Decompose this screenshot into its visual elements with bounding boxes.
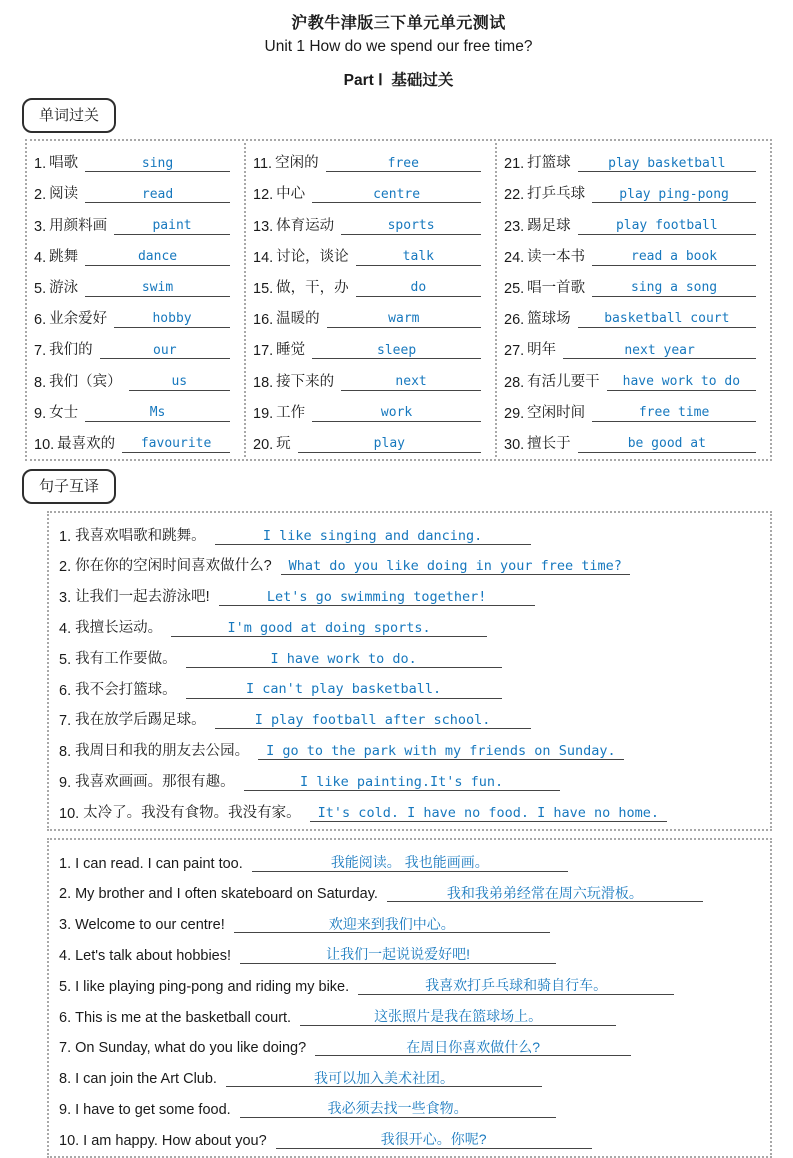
word-chinese: 篮球场 <box>527 311 571 328</box>
sentence-item <box>59 905 760 936</box>
sentence-prompt: My brother and I often skateboard on Saturday. <box>75 886 378 903</box>
word-answer-blank <box>592 281 756 297</box>
sentence-number: 7. <box>59 1040 72 1057</box>
sentence-answer-blank <box>240 1101 556 1118</box>
sentence-item <box>59 517 760 548</box>
sentence-answer-blank <box>215 713 531 729</box>
word-number: 16. <box>253 312 274 329</box>
sentence-number: 9. <box>59 775 72 792</box>
page-title: 沪教牛津版三下单元单元测试 <box>291 15 506 32</box>
sentence-answer: I go to the park with my friends on Sunday. <box>266 743 616 760</box>
word-chinese: 游泳 <box>49 279 79 296</box>
word-item <box>253 269 495 300</box>
word-number: 23. <box>504 218 525 235</box>
word-answer-blank <box>298 437 481 453</box>
word-chinese: 擅长于 <box>527 435 571 452</box>
word-answer: next <box>395 373 427 389</box>
sentences-section-label <box>22 469 116 504</box>
word-answer: talk <box>402 249 434 265</box>
word-item <box>253 362 495 393</box>
sentence-number: 5. <box>59 651 72 668</box>
words-section-label <box>22 98 116 133</box>
word-item <box>253 175 495 206</box>
word-chinese: 玩 <box>276 435 291 452</box>
sentence-item <box>59 702 760 733</box>
sentence-answer: I have work to do. <box>270 650 417 667</box>
word-item <box>504 300 770 331</box>
word-number: 1. <box>34 156 47 173</box>
word-answer-blank <box>592 188 756 204</box>
sentence-prompt: 我不会打篮球。 <box>75 681 177 698</box>
sentences-section-label-text: 句子互译 <box>39 477 100 495</box>
word-chinese: 唱一首歌 <box>527 279 586 296</box>
word-number: 13. <box>253 218 274 235</box>
sentence-number: 3. <box>59 590 72 607</box>
sentence-answer-blank <box>215 529 531 545</box>
word-chinese: 女士 <box>49 404 79 421</box>
word-answer-blank <box>100 344 230 360</box>
word-answer-blank <box>114 219 230 235</box>
sentence-prompt: I have to get some food. <box>75 1102 231 1119</box>
sentence-item <box>59 998 760 1029</box>
word-column <box>27 143 244 457</box>
word-answer: be good at <box>627 436 706 452</box>
word-item <box>504 362 770 393</box>
word-answer-blank <box>85 250 230 266</box>
en-to-cn-translation-box <box>47 838 772 1158</box>
word-number: 21. <box>504 156 525 173</box>
sentence-item <box>59 794 760 825</box>
word-answer: do <box>410 280 427 296</box>
word-item <box>34 206 244 237</box>
sentence-item <box>59 609 760 640</box>
sentence-prompt: 我周日和我的朋友去公园。 <box>75 743 250 760</box>
page-subtitle: Unit 1 How do we spend our free time? <box>264 38 533 55</box>
sentence-answer-blank <box>300 1009 616 1026</box>
sentence-item <box>59 1059 760 1090</box>
word-answer: sing a song <box>631 280 718 296</box>
word-answer: sports <box>387 217 435 233</box>
word-item <box>504 331 770 362</box>
sentence-number: 1. <box>59 855 72 872</box>
word-chinese: 有活儿要干 <box>527 373 600 390</box>
word-chinese: 踢足球 <box>527 217 571 234</box>
word-answer: hobby <box>152 311 192 327</box>
word-answer-blank <box>85 188 230 204</box>
sentence-prompt: Welcome to our centre! <box>75 917 225 934</box>
word-chinese: 温暖的 <box>276 311 320 328</box>
sentence-number: 2. <box>59 559 72 576</box>
word-chinese: 读一本书 <box>527 248 586 265</box>
sentence-item <box>59 548 760 579</box>
word-chinese: 空闲的 <box>275 155 319 172</box>
word-answer: centre <box>373 186 421 202</box>
word-item <box>253 144 495 175</box>
word-number: 29. <box>504 405 525 422</box>
sentence-answer-blank <box>358 978 674 995</box>
sentence-prompt: 我喜欢画画。那很有趣。 <box>75 774 235 791</box>
word-item <box>253 425 495 456</box>
sentence-prompt: I like playing ping-pong and riding my bike. <box>75 978 350 995</box>
word-number: 9. <box>34 405 47 422</box>
word-column <box>244 143 495 457</box>
sentence-answer-blank <box>244 775 560 791</box>
word-item <box>253 331 495 362</box>
sentence-prompt: 我在放学后踢足球。 <box>75 712 206 729</box>
word-answer: favourite <box>140 436 212 452</box>
sentence-answer: It's cold. I have no food. I have no home. <box>317 804 660 821</box>
sentence-prompt: I can read. I can paint too. <box>75 855 243 872</box>
word-item <box>504 144 770 175</box>
word-answer-blank <box>85 157 230 173</box>
sentence-number: 2. <box>59 886 72 903</box>
word-item <box>504 206 770 237</box>
sentence-prompt: 我喜欢唱歌和跳舞。 <box>75 527 206 544</box>
word-answer: next year <box>624 342 695 358</box>
sentence-answer: I can't play basketball. <box>246 681 442 698</box>
word-item <box>253 394 495 425</box>
word-answer-blank <box>578 219 756 235</box>
word-answer-blank <box>326 157 481 173</box>
sentence-answer-blank <box>276 1132 592 1149</box>
word-answer: warm <box>388 311 420 327</box>
word-answer: read <box>141 186 174 202</box>
word-answer: basketball court <box>604 311 730 327</box>
word-number: 10. <box>34 436 55 453</box>
sentence-prompt: On Sunday, what do you like doing? <box>75 1040 307 1057</box>
sentence-item <box>59 967 760 998</box>
sentence-answer: 让我们一起说说爱好吧! <box>326 946 470 963</box>
word-number: 14. <box>253 249 274 266</box>
word-answer-blank <box>578 312 756 328</box>
sentence-answer: 在周日你喜欢做什么? <box>406 1038 541 1055</box>
sentence-prompt: Let's talk about hobbies! <box>75 948 232 965</box>
word-answer: us <box>171 373 188 389</box>
word-chinese: 我们（宾） <box>49 373 122 390</box>
word-number: 5. <box>34 280 47 297</box>
word-number: 11. <box>253 156 273 173</box>
word-number: 24. <box>504 249 525 266</box>
sentence-item <box>59 1029 760 1060</box>
sentence-answer-blank <box>240 947 556 964</box>
sentence-prompt: 我有工作要做。 <box>75 650 177 667</box>
word-answer-blank <box>85 406 230 422</box>
word-answer: free time <box>638 405 710 421</box>
sentence-answer-blank <box>281 559 630 575</box>
word-item <box>34 362 244 393</box>
words-section-label-text: 单词过关 <box>39 107 100 124</box>
word-number: 8. <box>34 374 47 391</box>
sentence-number: 3. <box>59 917 72 934</box>
sentence-item <box>59 732 760 763</box>
word-answer: read a book <box>631 249 718 265</box>
word-answer-blank <box>356 281 481 297</box>
word-item <box>253 238 495 269</box>
word-item <box>253 300 495 331</box>
sentence-number: 6. <box>59 1009 72 1026</box>
sentence-item <box>59 763 760 794</box>
word-item <box>34 331 244 362</box>
sentence-number: 6. <box>59 682 72 699</box>
sentence-answer-blank <box>252 855 568 872</box>
sentence-answer-blank <box>186 652 502 668</box>
sentence-item <box>59 640 760 671</box>
sentence-item <box>59 1121 760 1152</box>
word-item <box>34 300 244 331</box>
sentence-number: 9. <box>59 1102 72 1119</box>
sentence-answer: 我喜欢打乒乓球和骑自行车。 <box>425 977 608 994</box>
sentence-answer-blank <box>234 917 550 934</box>
sentence-prompt: This is me at the basketball court. <box>75 1009 292 1026</box>
word-answer: Ms <box>149 405 166 421</box>
word-chinese: 业余爱好 <box>49 311 108 328</box>
word-number: 30. <box>504 436 525 453</box>
word-chinese: 工作 <box>276 404 306 421</box>
word-practice-box <box>25 139 772 461</box>
word-item <box>504 269 770 300</box>
word-chinese: 明年 <box>527 342 557 359</box>
word-answer-blank <box>563 344 756 360</box>
word-chinese: 最喜欢的 <box>57 435 116 452</box>
word-answer-blank <box>312 406 481 422</box>
word-column <box>495 143 770 457</box>
word-answer-blank <box>122 437 230 453</box>
sentence-item <box>59 844 760 875</box>
word-item <box>34 238 244 269</box>
word-number: 28. <box>504 374 525 391</box>
sentence-answer: I'm good at doing sports. <box>227 619 431 636</box>
sentence-prompt: 太冷了。我没有食物。我没有家。 <box>83 804 301 821</box>
word-answer-blank <box>341 375 481 391</box>
word-answer: work <box>380 405 413 421</box>
sentence-number: 8. <box>59 744 72 761</box>
sentence-answer-blank <box>226 1071 542 1088</box>
sentence-answer: What do you like doing in your free time? <box>288 558 622 575</box>
word-answer: play football <box>615 217 718 233</box>
sentence-number: 8. <box>59 1071 72 1088</box>
word-answer-blank <box>327 312 481 328</box>
sentence-number: 1. <box>59 528 72 545</box>
word-item <box>34 425 244 456</box>
word-chinese: 空闲时间 <box>527 404 586 421</box>
sentence-answer: 我很开心。你呢? <box>380 1131 487 1148</box>
sentence-answer-blank <box>186 682 502 698</box>
word-answer: have work to do <box>622 373 741 389</box>
word-item <box>253 206 495 237</box>
sentence-answer: I like singing and dancing. <box>262 527 483 544</box>
word-answer: our <box>153 342 177 358</box>
word-answer: play <box>373 436 405 452</box>
sentence-prompt: I am happy. How about you? <box>83 1132 267 1149</box>
word-answer: dance <box>137 249 178 265</box>
word-chinese: 打篮球 <box>527 155 571 172</box>
sentence-answer: 我必须去找一些食物。 <box>327 1100 468 1117</box>
sentence-item <box>59 936 760 967</box>
word-item <box>504 238 770 269</box>
word-number: 4. <box>34 249 47 266</box>
word-answer-blank <box>341 219 481 235</box>
sentence-prompt: 你在你的空闲时间喜欢做什么? <box>75 558 272 575</box>
word-number: 22. <box>504 187 525 204</box>
sentence-number: 4. <box>59 948 72 965</box>
word-answer: swim <box>141 280 174 296</box>
sentence-prompt: 让我们一起去游泳吧! <box>75 589 210 606</box>
word-chinese: 中心 <box>276 186 306 203</box>
word-number: 27. <box>504 343 525 360</box>
word-item <box>34 269 244 300</box>
word-number: 25. <box>504 280 525 297</box>
word-number: 17. <box>253 343 274 360</box>
word-number: 15. <box>253 280 274 297</box>
word-chinese: 讨论，谈论 <box>276 248 349 265</box>
word-number: 12. <box>253 187 274 204</box>
sentence-number: 10. <box>59 1132 80 1149</box>
word-number: 18. <box>253 374 274 391</box>
word-answer: paint <box>152 217 192 233</box>
word-chinese: 用颜料画 <box>49 217 108 234</box>
sentence-answer: 我可以加入美术社团。 <box>313 1069 454 1086</box>
sentence-number: 10. <box>59 805 80 822</box>
word-chinese: 睡觉 <box>276 342 306 359</box>
sentence-answer-blank <box>258 744 624 760</box>
word-number: 6. <box>34 312 47 329</box>
word-chinese: 体育运动 <box>276 217 335 234</box>
word-answer: sleep <box>377 342 417 358</box>
sentence-answer: Let's go swimming together! <box>266 589 487 606</box>
sentence-answer: 我能阅读。 我也能画画。 <box>330 853 489 870</box>
word-chinese: 做，干，办 <box>276 279 349 296</box>
sentence-answer-blank <box>315 1040 631 1057</box>
sentence-answer-blank <box>171 621 487 637</box>
word-chinese: 阅读 <box>49 186 79 203</box>
word-number: 19. <box>253 405 274 422</box>
word-number: 20. <box>253 436 274 453</box>
sentence-number: 4. <box>59 621 72 638</box>
word-answer-blank <box>592 250 756 266</box>
sentence-item <box>59 1090 760 1121</box>
word-item <box>504 175 770 206</box>
sentence-prompt: 我擅长运动。 <box>75 620 163 637</box>
sentence-item <box>59 875 760 906</box>
word-item <box>504 425 770 456</box>
word-chinese: 跳舞 <box>49 248 79 265</box>
word-item <box>34 144 244 175</box>
word-answer-blank <box>578 157 756 173</box>
word-item <box>504 394 770 425</box>
word-number: 7. <box>34 343 47 360</box>
word-item <box>34 175 244 206</box>
word-answer-blank <box>85 281 230 297</box>
word-chinese: 打乒乓球 <box>527 186 586 203</box>
word-answer: free <box>387 155 419 171</box>
word-answer-blank <box>592 406 756 422</box>
sentence-answer-blank <box>219 590 535 606</box>
sentence-answer-blank <box>310 806 667 822</box>
sentence-item <box>59 671 760 702</box>
part-heading: Part Ⅰ 基础过关 <box>343 72 454 89</box>
word-answer: play ping-pong <box>619 186 729 202</box>
word-answer-blank <box>356 250 481 266</box>
sentence-answer: 我和我弟弟经常在周六玩滑板。 <box>446 884 643 901</box>
sentence-answer: 这张照片是我在篮球场上。 <box>374 1007 543 1024</box>
word-chinese: 接下来的 <box>276 373 335 390</box>
word-number: 3. <box>34 218 47 235</box>
cn-to-en-translation-box <box>47 511 772 831</box>
sentence-answer: I like painting.It's fun. <box>299 773 504 790</box>
word-answer: sing <box>141 155 174 171</box>
sentence-prompt: I can join the Art Club. <box>75 1071 217 1088</box>
word-answer-blank <box>312 344 481 360</box>
sentence-item <box>59 578 760 609</box>
sentence-number: 5. <box>59 978 72 995</box>
sentence-answer: I play football after school. <box>254 712 491 729</box>
word-answer-blank <box>114 312 230 328</box>
word-item <box>34 394 244 425</box>
sentence-answer: 欢迎来到我们中心。 <box>328 915 455 932</box>
word-number: 26. <box>504 312 525 329</box>
word-chinese: 唱歌 <box>49 155 79 172</box>
word-answer-blank <box>607 375 756 391</box>
word-answer-blank <box>578 437 756 453</box>
sentence-answer-blank <box>387 886 703 903</box>
word-chinese: 我们的 <box>49 342 93 359</box>
word-answer-blank <box>129 375 230 391</box>
word-answer-blank <box>312 188 481 204</box>
sentence-number: 7. <box>59 713 72 730</box>
word-number: 2. <box>34 187 47 204</box>
word-answer: play basketball <box>608 155 726 171</box>
